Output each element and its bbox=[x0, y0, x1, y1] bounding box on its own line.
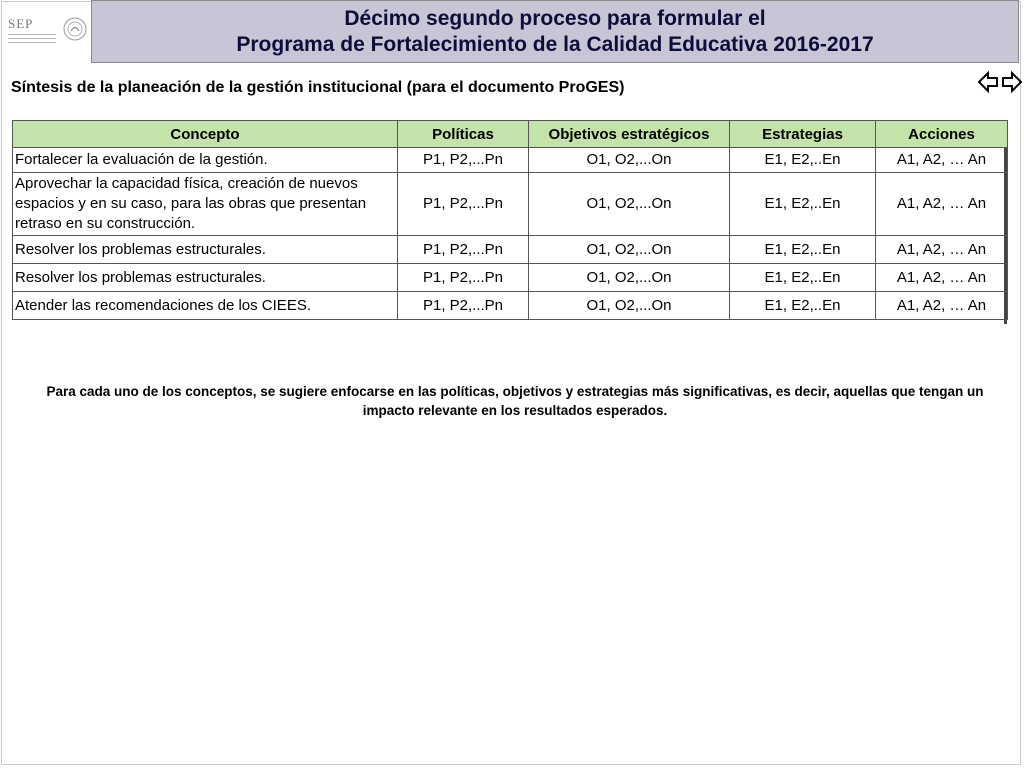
col-header-politicas: Políticas bbox=[398, 121, 529, 148]
cell-politicas: P1, P2,...Pn bbox=[398, 173, 529, 236]
cell-objetivos: O1, O2,...On bbox=[529, 292, 730, 320]
cell-concepto: Aprovechar la capacidad física, creación de nuevos espacios y en su caso, para las obras que presentan retraso en su construcción. bbox=[13, 173, 398, 236]
cell-objetivos: O1, O2,...On bbox=[529, 173, 730, 236]
cell-estrategias: E1, E2,..En bbox=[730, 236, 876, 264]
cell-acciones: A1, A2, … An bbox=[876, 264, 1008, 292]
cell-concepto: Resolver los problemas estructurales. bbox=[13, 236, 398, 264]
page-title-line-1: Décimo segundo proceso para formular el bbox=[344, 7, 766, 30]
cell-concepto: Fortalecer la evaluación de la gestión. bbox=[13, 148, 398, 173]
cell-acciones: A1, A2, … An bbox=[876, 292, 1008, 320]
cell-politicas: P1, P2,...Pn bbox=[398, 264, 529, 292]
guidance-note: Para cada uno de los conceptos, se sugiere enfocarse en las políticas, objetivos y estrategias más significativas, es decir, aquellas que tengan un impacto relevante en los resultados esperados. bbox=[46, 384, 984, 418]
logo-area bbox=[2, 2, 90, 60]
title-banner bbox=[91, 0, 1019, 63]
sep-logo-text: SEP bbox=[8, 16, 34, 31]
table-row bbox=[13, 173, 1008, 236]
page-title-line-2: Programa de Fortalecimiento de la Calidad Educativa 2016-2017 bbox=[236, 33, 874, 56]
sep-logo bbox=[8, 16, 58, 50]
arrow-left-icon[interactable] bbox=[978, 70, 999, 94]
cell-politicas: P1, P2,...Pn bbox=[398, 236, 529, 264]
national-emblem-icon bbox=[62, 16, 88, 42]
table-row bbox=[13, 236, 1008, 264]
cell-acciones: A1, A2, … An bbox=[876, 173, 1008, 236]
cell-estrategias: E1, E2,..En bbox=[730, 173, 876, 236]
nav-arrows bbox=[978, 70, 1022, 94]
table-row bbox=[13, 264, 1008, 292]
cell-concepto: Atender las recomendaciones de los CIEES. bbox=[13, 292, 398, 320]
cell-objetivos: O1, O2,...On bbox=[529, 148, 730, 173]
table-row bbox=[13, 292, 1008, 320]
cell-estrategias: E1, E2,..En bbox=[730, 264, 876, 292]
cell-acciones: A1, A2, … An bbox=[876, 148, 1008, 173]
col-header-objetivos: Objetivos estratégicos bbox=[529, 121, 730, 148]
cell-politicas: P1, P2,...Pn bbox=[398, 292, 529, 320]
table-row bbox=[13, 148, 1008, 173]
col-header-concepto: Concepto bbox=[13, 121, 398, 148]
arrow-right-icon[interactable] bbox=[1001, 70, 1022, 94]
cell-estrategias: E1, E2,..En bbox=[730, 292, 876, 320]
cell-objetivos: O1, O2,...On bbox=[529, 264, 730, 292]
table-header-row bbox=[13, 121, 1008, 148]
cell-concepto: Resolver los problemas estructurales. bbox=[13, 264, 398, 292]
cell-politicas: P1, P2,...Pn bbox=[398, 148, 529, 173]
synthesis-table bbox=[12, 120, 1008, 320]
col-header-acciones: Acciones bbox=[876, 121, 1008, 148]
col-header-estrategias: Estrategias bbox=[730, 121, 876, 148]
cell-acciones: A1, A2, … An bbox=[876, 236, 1008, 264]
section-subtitle: Síntesis de la planeación de la gestión institucional (para el documento ProGES) bbox=[11, 79, 625, 96]
cell-objetivos: O1, O2,...On bbox=[529, 236, 730, 264]
cell-estrategias: E1, E2,..En bbox=[730, 148, 876, 173]
